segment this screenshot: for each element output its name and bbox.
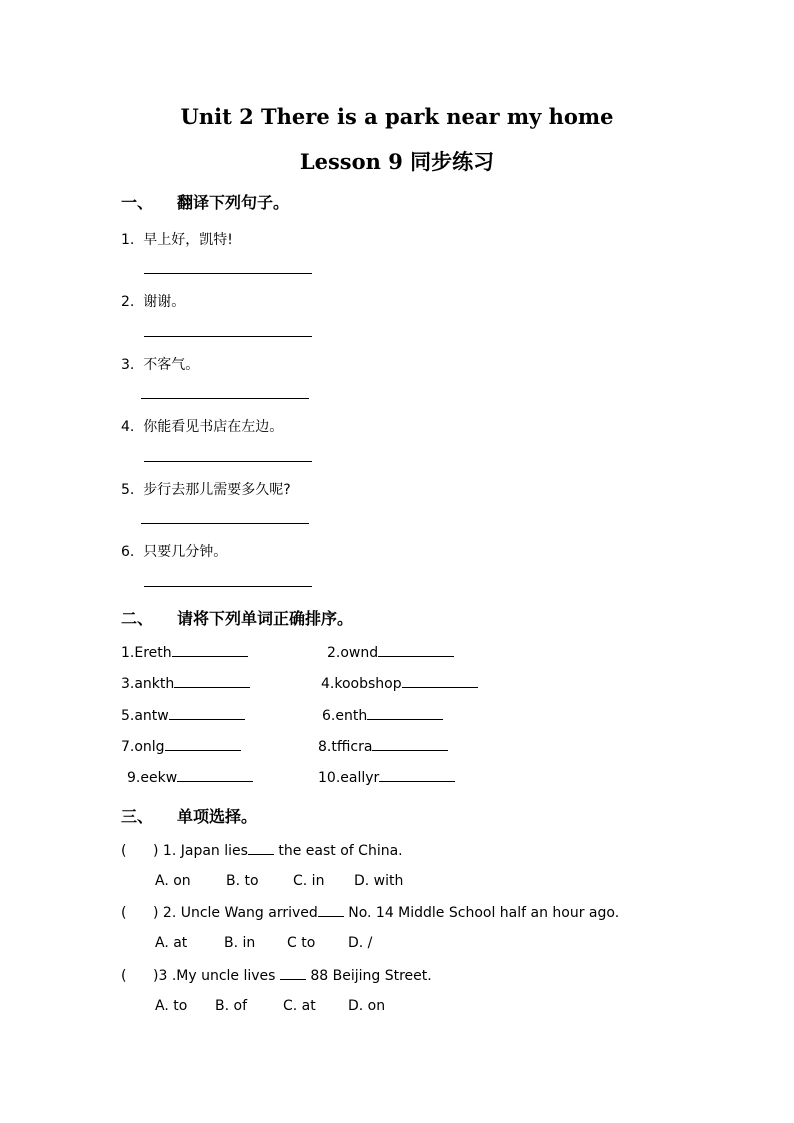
translation-item-3: 3. 不客气。: [121, 357, 200, 373]
section-1-number: 一、: [121, 193, 154, 212]
translation-item-4: 4. 你能看见书店在左边。: [121, 419, 284, 435]
scrambled-word-10: 10.eallyr: [318, 769, 455, 786]
mc-1-option-b: B. to: [226, 873, 259, 889]
word-blank: [378, 644, 454, 657]
answer-blank: [248, 842, 274, 855]
section-3-title: 单项选择。: [177, 807, 258, 826]
section-3-number: 三、: [121, 807, 154, 826]
word-blank: [372, 738, 448, 751]
mc-question-1: ( ) 1. Japan lies the east of China.: [121, 843, 403, 859]
answer-line-1: [144, 273, 312, 274]
scrambled-word-1: 1.Ereth: [121, 644, 248, 661]
mc-2-option-a: A. at: [155, 935, 188, 951]
mc-2-option-b: B. in: [224, 935, 256, 951]
mc-question-2: ( ) 2. Uncle Wang arrived No. 14 Middle School half an hour ago.: [121, 905, 620, 921]
mc-question-3: ( )3 .My uncle lives 88 Beijing Street.: [121, 968, 432, 984]
scrambled-word-9: 9.eekw: [127, 769, 253, 786]
answer-line-5: [141, 523, 309, 524]
section-2-number: 二、: [121, 609, 154, 628]
page-title: Unit 2 There is a park near my home: [180, 104, 614, 129]
translation-item-2: 2. 谢谢。: [121, 294, 186, 310]
mc-3-option-b: B. of: [215, 998, 247, 1014]
translation-item-1: 1. 早上好，凯特!: [121, 232, 233, 248]
word-blank: [177, 769, 253, 782]
translation-item-5: 5. 步行去那儿需要多久呢?: [121, 482, 291, 498]
word-blank: [379, 769, 455, 782]
word-blank: [402, 675, 478, 688]
translation-item-6: 6. 只要几分钟。: [121, 544, 228, 560]
answer-line-6: [144, 586, 312, 587]
word-blank: [367, 707, 443, 720]
mc-3-option-a: A. to: [155, 998, 188, 1014]
section-2-heading: [121, 606, 353, 629]
word-blank: [172, 644, 248, 657]
word-blank: [174, 675, 250, 688]
answer-line-2: [144, 336, 312, 337]
section-1-heading: [121, 190, 289, 213]
scrambled-word-7: 7.onlg: [121, 738, 241, 755]
scrambled-word-2: 2.ownd: [327, 644, 454, 661]
section-3-heading: [121, 804, 257, 827]
scrambled-word-5: 5.antw: [121, 707, 245, 724]
section-1-title: 翻译下列句子。: [177, 193, 290, 212]
scrambled-word-8: 8.tfficra: [318, 738, 448, 755]
scrambled-word-6: 6.enth: [322, 707, 443, 724]
word-blank: [169, 707, 245, 720]
answer-line-3: [141, 398, 309, 399]
scrambled-word-4: 4.koobshop: [321, 675, 478, 692]
answer-line-4: [144, 461, 312, 462]
mc-3-option-c: C. at: [283, 998, 316, 1014]
mc-2-option-d: D. /: [348, 935, 373, 951]
scrambled-word-3: 3.ankth: [121, 675, 250, 692]
page-subtitle: Lesson 9 同步练习: [299, 149, 495, 174]
answer-blank: [318, 904, 344, 917]
word-blank: [165, 738, 241, 751]
mc-1-option-c: C. in: [293, 873, 325, 889]
section-2-title: 请将下列单词正确排序。: [177, 609, 354, 628]
answer-blank: [280, 967, 306, 980]
mc-2-option-c: C to: [287, 935, 316, 951]
mc-1-option-d: D. with: [354, 873, 404, 889]
mc-1-option-a: A. on: [155, 873, 191, 889]
mc-3-option-d: D. on: [348, 998, 386, 1014]
